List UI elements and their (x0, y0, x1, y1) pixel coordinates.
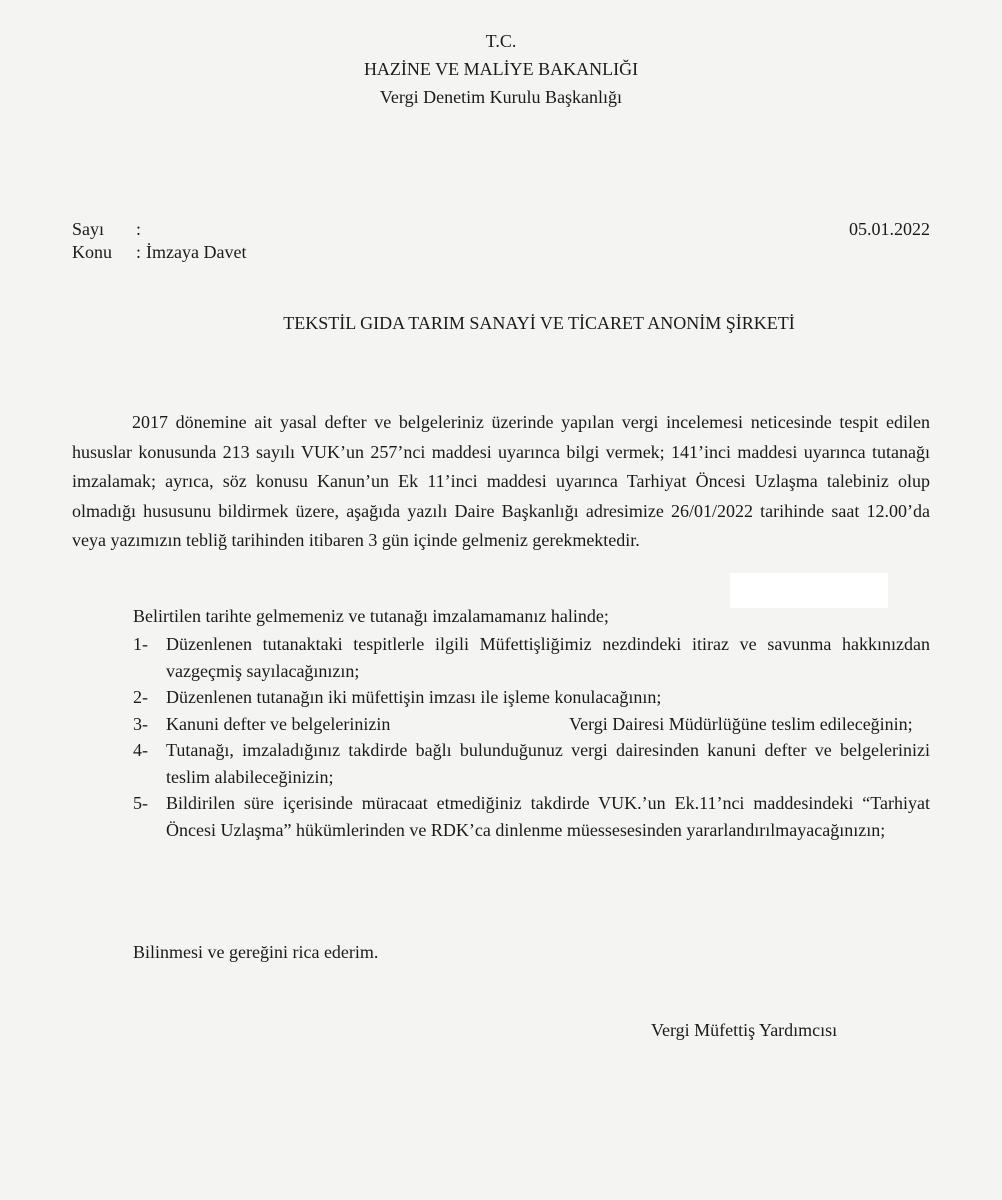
list-item (133, 684, 930, 711)
list-item-text: Tutanağı, imzaladığınız takdirde bağlı bulunduğunuz vergi dairesinden kanuni defter ve belgelerinizi teslim alabileceğinizin; (166, 740, 930, 787)
konu-label: Konu (72, 242, 112, 262)
recipient-company: TEKSTİL GIDA TARIM SANAYİ VE TİCARET ANONİM ŞİRKETİ (283, 313, 795, 333)
sayi-colon: : (136, 219, 142, 239)
list-item (133, 737, 930, 790)
list-item (133, 790, 930, 843)
list-item-number: 3- (133, 713, 148, 734)
redaction-box (730, 573, 888, 608)
meta-konu (72, 239, 246, 265)
list-item-number: 5- (133, 793, 148, 813)
header-ministry: HAZİNE VE MALİYE BAKANLIĞI (363, 59, 639, 79)
closing-line: Bilinmesi ve gereğini rica ederim. (133, 942, 379, 962)
list-item-text: Düzenlenen tutanağın iki müfettişin imzası ile işleme konulacağının; (166, 687, 662, 707)
konu-value: İmzaya Davet (146, 242, 247, 262)
list-item-text-before: Kanuni defter ve belgelerinizin (166, 713, 391, 734)
list-item-text: Düzenlenen tutanaktaki tespitlerle ilgili Müfettişliğimiz nezdindeki itiraz ve savunma hakkınızdan vazgeçmiş sayılacağınızın; (166, 634, 930, 681)
list-item-number: 2- (133, 687, 148, 707)
list-item-text: Bildirilen süre içerisinde müracaat etmediğiniz takdirde VUK.’un Ek.11’nci maddesindeki “Tarhiyat Öncesi Uzlaşma” hükümlerinden ve RDK’ca dinlenme müessesesinden yararlandırılmayacağınızın; (166, 793, 930, 840)
consequence-list (133, 631, 930, 843)
signature-title: Vergi Müfettiş Yardımcısı (651, 1020, 838, 1040)
list-item-text-after: Vergi Dairesi Müdürlüğüne teslim edileceğinin; (569, 713, 913, 734)
sayi-label: Sayı (72, 219, 105, 239)
list-intro: Belirtilen tarihte gelmemeniz ve tutanağı imzalamamanız halinde; (133, 606, 609, 626)
list-item-number: 4- (133, 740, 148, 760)
document-date: 05.01.2022 (849, 219, 930, 239)
main-paragraph: 2017 dönemine ait yasal defter ve belgeleriniz üzerinde yapılan vergi incelemesi neticesinde tespit edilen hususlar konusunda 213 sayılı VUK’un 257’nci maddesi uyarınca bilgi vermek; 141’inci maddesi uyarınca tutanağı imzalamak; ayrıca, söz konusu Kanun’un Ek 11’inci maddesi uyarınca Tarhiyat Öncesi Uzlaşma talebiniz olup olmadığı hususunu bildirmek üzere, aşağıda yazılı Daire Başkanlığı adresimize 26/01/2022 tarihinde saat 12.00’da veya yazımızın tebliğ tarihinden itibaren 3 gün içinde gelmeniz gerekmektedir. (72, 412, 930, 550)
list-item-number: 1- (133, 634, 148, 654)
header-department: Vergi Denetim Kurulu Başkanlığı (379, 87, 623, 107)
header-country: T.C. (485, 31, 517, 51)
konu-colon: : (136, 242, 142, 262)
list-item (133, 711, 930, 738)
list-item (133, 631, 930, 684)
